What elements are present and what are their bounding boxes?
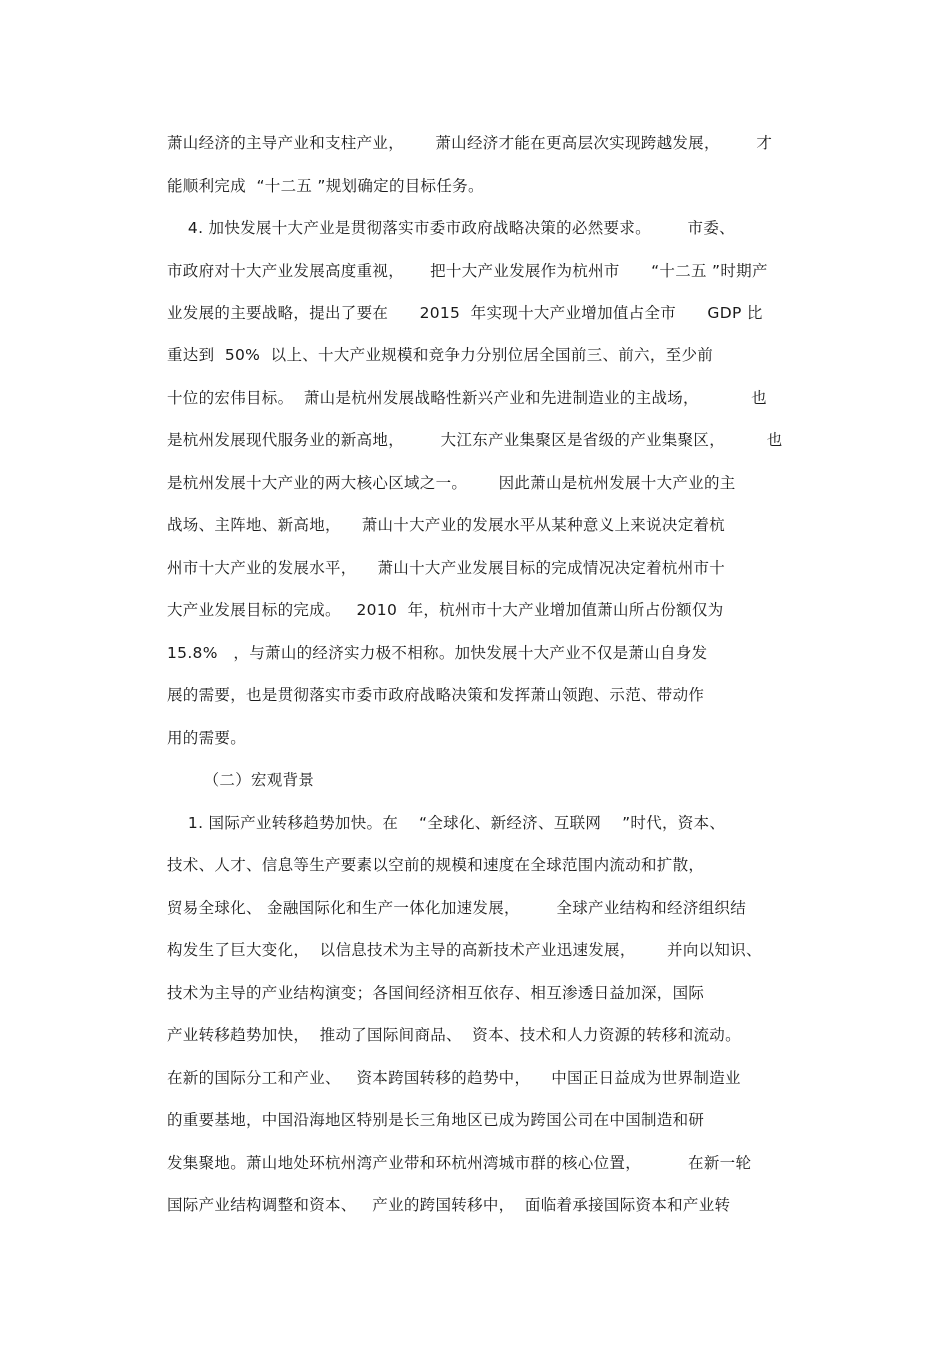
text-line: 发集聚地。萧山地处环杭州湾产业带和环杭州湾城市群的核心位置， 在新一轮 [167,1154,752,1172]
text-line: 十位的宏伟目标。 萧山是杭州发展战略性新兴产业和先进制造业的主战场， 也 [167,389,767,407]
text-line: 战场、主阵地、新高地， 萧山十大产业的发展水平从某种意义上来说决定着杭 [167,516,726,534]
text-line: 市政府对十大产业发展高度重视， 把十大产业发展作为杭州市 “十二五 ”时期产 [167,262,768,280]
text-line: 技术、人才、信息等生产要素以空前的规模和速度在全球范围内流动和扩散， [167,856,705,874]
text-line: 业发展的主要战略，提出了要在 2015 年实现十大产业增加值占全市 GDP 比 [167,304,763,322]
text-line: 大产业发展目标的完成。 2010 年，杭州市十大产业增加值萧山所占份额仅为 [167,601,724,619]
text-line: 展的需要，也是贯彻落实市委市政府战略决策和发挥萧山领跑、示范、带动作 [167,686,705,704]
text-line: 的重要基地，中国沿海地区特别是长三角地区已成为跨国公司在中国制造和研 [167,1111,705,1129]
text-line: 4. 加快发展十大产业是贯彻落实市委市政府战略决策的必然要求。 市委、 [167,219,735,237]
text-line: 构发生了巨大变化， 以信息技术为主导的高新技术产业迅速发展， 并向以知识、 [167,941,762,959]
text-line: 州市十大产业的发展水平， 萧山十大产业发展目标的完成情况决定着杭州市十 [167,559,726,577]
text-line: 用的需要。 [167,729,247,747]
text-line: 萧山经济的主导产业和支柱产业， 萧山经济才能在更高层次实现跨越发展， 才 [167,134,773,152]
text-line: 1. 国际产业转移趋势加快。在 “全球化、新经济、互联网 ”时代，资本、 [167,814,726,832]
section-heading: （二）宏观背景 [167,771,315,789]
text-line: 是杭州发展现代服务业的新高地， 大江东产业集聚区是省级的产业集聚区， 也 [167,431,783,449]
text-line: 贸易全球化、 金融国际化和生产一体化加速发展， 全球产业结构和经济组织结 [167,899,747,917]
text-line: 产业转移趋势加快， 推动了国际间商品、 资本、技术和人力资源的转移和流动。 [167,1026,741,1044]
text-line: 是杭州发展十大产业的两大核心区域之一。 因此萧山是杭州发展十大产业的主 [167,474,736,492]
text-line: 国际产业结构调整和资本、 产业的跨国转移中， 面临着承接国际资本和产业转 [167,1196,731,1214]
text-line: 15.8% ，与萧山的经济实力极不相称。加快发展十大产业不仅是萧山自身发 [167,644,708,662]
text-line: 重达到 50% 以上、十大产业规模和竞争力分别位居全国前三、前六，至少前 [167,346,714,364]
text-line: 技术为主导的产业结构演变；各国间经济相互依存、相互渗透日益加深，国际 [167,984,705,1002]
text-line: 能顺利完成 “十二五 ”规划确定的目标任务。 [167,177,484,195]
text-line: 在新的国际分工和产业、 资本跨国转移的趋势中， 中国正日益成为世界制造业 [167,1069,741,1087]
